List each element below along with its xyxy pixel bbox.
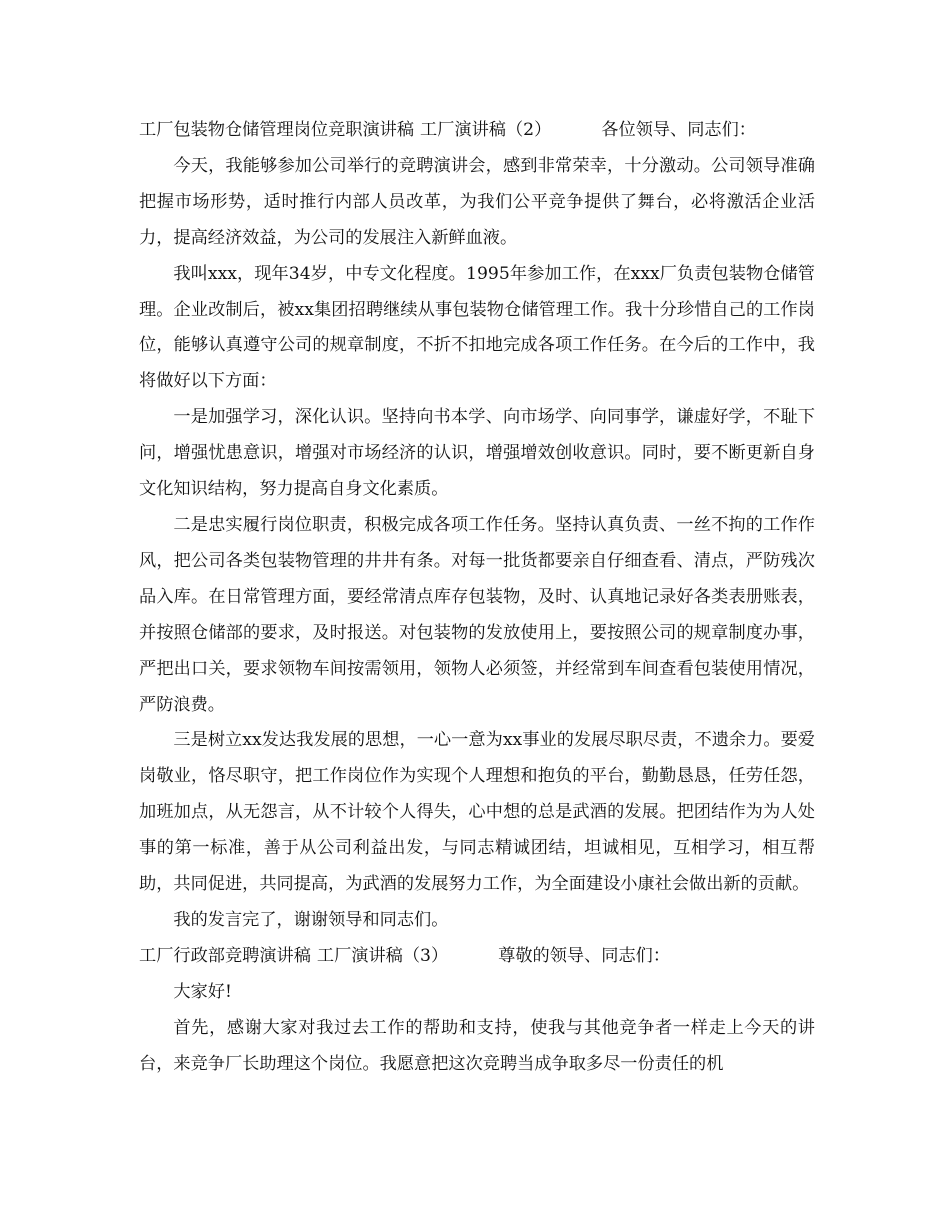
- section-3-salutation: 尊敬的领导、同志们：: [498, 945, 671, 966]
- section-2-subtitle: 工厂演讲稿（2）: [420, 120, 552, 140]
- paragraph: 今天，我能够参加公司举行的竞聘演讲会，感到非常荣幸，十分激动。公司领导准确把握市场形势，适时推行内部人员改革，为我们公平竞争提供了舞台，必将激活企业活力，提高经济效益，为公司的发展注入新鲜血液。: [139, 155, 815, 248]
- section-3-subtitle: 工厂演讲稿（3）: [316, 945, 449, 966]
- section-2-heading: [139, 113, 815, 149]
- paragraph: 大家好!: [173, 981, 232, 1002]
- section-2-title: 工厂包装物仓储管理岗位竞职演讲稿: [139, 120, 415, 140]
- section-3-heading: [139, 939, 815, 975]
- paragraph: 三是树立xx发达我发展的思想，一心一意为xx事业的发展尽职尽责，不遗余力。要爱岗敬业，恪尽职守，把工作岗位作为实现个人理想和抱负的平台，勤勤恳恳，任劳任怨，加班加点，从无怨言，从不计较个人得失，心中想的总是武酒的发展。把团结作为为人处事的第一标准，善于从公司利益出发，与同志精诚团结，坦诚相见，互相学习，相互帮助，共同促进，共同提高，为武酒的发展努力工作，为全面建设小康社会做出新的贡献。: [139, 730, 815, 895]
- section-2-salutation: 各位领导、同志们：: [601, 120, 756, 140]
- section-3-title: 工厂行政部竞聘演讲稿: [139, 945, 311, 966]
- paragraph: 我的发言完了，谢谢领导和同志们。: [173, 909, 449, 930]
- paragraph: 一是加强学习，深化认识。坚持向书本学、向市场学、向同事学，谦虚好学，不耻下问，增强忧患意识，增强对市场经济的认识，增强增效创收意识。同时，要不断更新自身文化知识结构，努力提高自身文化素质。: [139, 407, 815, 500]
- document-body: [139, 113, 815, 1082]
- paragraph: 二是忠实履行岗位职责，积极完成各项工作任务。坚持认真负责、一丝不拘的工作作风，把公司各类包装物管理的井井有条。对每一批货都要亲自仔细查看、清点，严防残次品入库。在日常管理方面，要经常清点库存包装物，及时、认真地记录好各类表册账表，并按照仓储部的要求，及时报送。对包装物的发放使用上，要按照公司的规章制度办事，严把出口关，要求领物车间按需领用，领物人必须签，并经常到车间查看包装使用情况，严防浪费。: [139, 514, 815, 715]
- paragraph: 我叫xxx，现年34岁，中专文化程度。1995年参加工作，在xxx厂负责包装物仓储管理。企业改制后，被xx集团招聘继续从事包装物仓储管理工作。我十分珍惜自己的工作岗位，能够认真遵守公司的规章制度，不折不扣地完成各项工作任务。在今后的工作中，我将做好以下方面：: [139, 263, 815, 392]
- paragraph: 首先，感谢大家对我过去工作的帮助和支持，使我与其他竞争者一样走上今天的讲台，来竞争厂长助理这个岗位。我愿意把这次竞聘当成争取多尽一份责任的机: [139, 1017, 815, 1074]
